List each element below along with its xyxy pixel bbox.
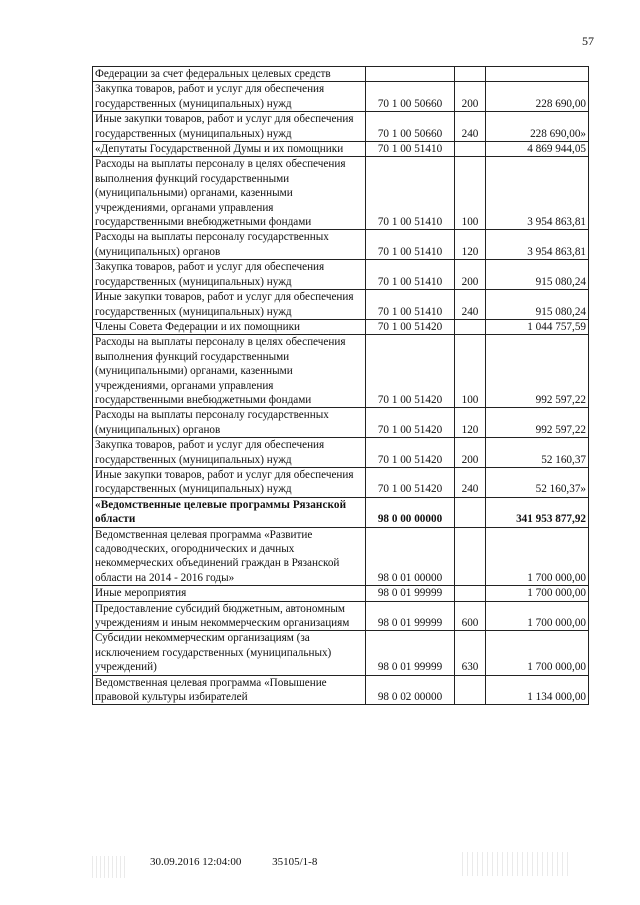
row-amount-cell: 52 160,37» — [486, 467, 589, 497]
row-amount-cell: 1 700 000,00 — [486, 631, 589, 675]
row-amount-cell: 1 700 000,00 — [486, 586, 589, 601]
row-vr-cell: 100 — [455, 157, 486, 230]
row-csr-cell: 70 1 00 51410 — [366, 290, 455, 320]
row-name-cell: Закупка товаров, работ и услуг для обеспечения государственных (муниципальных) нужд — [93, 260, 366, 290]
row-csr-cell: 70 1 00 50660 — [366, 112, 455, 142]
row-vr-cell: 200 — [455, 260, 486, 290]
row-vr-cell: 120 — [455, 408, 486, 438]
row-name-cell: Расходы на выплаты персоналу в целях обеспечения выполнения функций государственными (муниципальными) органами, казенными учреждениями, органами управления государственными внебюджетными фондами — [93, 335, 366, 408]
row-vr-cell: 240 — [455, 467, 486, 497]
page-number: 57 — [582, 34, 594, 48]
row-amount-cell: 52 160,37 — [486, 438, 589, 468]
row-name-cell: Иные закупки товаров, работ и услуг для обеспечения государственных (муниципальных) нужд — [93, 112, 366, 142]
row-csr-cell: 98 0 01 00000 — [366, 527, 455, 586]
row-name-cell: Члены Совета Федерации и их помощники — [93, 319, 366, 334]
row-csr-cell: 70 1 00 51420 — [366, 467, 455, 497]
row-csr-cell: 98 0 01 99999 — [366, 601, 455, 631]
row-amount-cell: 915 080,24 — [486, 290, 589, 320]
row-csr-cell: 70 1 00 51410 — [366, 157, 455, 230]
table-row — [93, 112, 589, 142]
row-vr-cell — [455, 142, 486, 157]
row-amount-cell: 992 597,22 — [486, 335, 589, 408]
row-vr-cell: 120 — [455, 230, 486, 260]
row-vr-cell: 200 — [455, 82, 486, 112]
row-amount-cell: 3 954 863,81 — [486, 230, 589, 260]
table-row — [93, 142, 589, 157]
row-name-cell: «Ведомственные целевые программы Рязанской области — [93, 497, 366, 527]
table-body — [93, 67, 589, 705]
footer-doc-id: 35105/1-8 — [272, 856, 318, 868]
row-vr-cell — [455, 319, 486, 334]
row-name-cell: Субсидии некоммерческим организациям (за исключением государственных (муниципальных) учреждений) — [93, 631, 366, 675]
table-row — [93, 497, 589, 527]
table-row — [93, 260, 589, 290]
row-csr-cell: 70 1 00 51420 — [366, 335, 455, 408]
table-row — [93, 675, 589, 705]
row-csr-cell: 70 1 00 51410 — [366, 260, 455, 290]
row-vr-cell — [455, 497, 486, 527]
row-name-cell: «Депутаты Государственной Думы и их помощники — [93, 142, 366, 157]
row-csr-cell — [366, 67, 455, 82]
table-row — [93, 631, 589, 675]
row-name-cell: Закупка товаров, работ и услуг для обеспечения государственных (муниципальных) нужд — [93, 438, 366, 468]
table-row — [93, 586, 589, 601]
table-row — [93, 467, 589, 497]
row-name-cell: Предоставление субсидий бюджетным, автономным учреждениям и иным некоммерческим организациям — [93, 601, 366, 631]
row-amount-cell: 915 080,24 — [486, 260, 589, 290]
row-vr-cell — [455, 527, 486, 586]
row-amount-cell: 4 869 944,05 — [486, 142, 589, 157]
row-vr-cell: 600 — [455, 601, 486, 631]
row-name-cell: Иные закупки товаров, работ и услуг для обеспечения государственных (муниципальных) нужд — [93, 467, 366, 497]
table-row — [93, 230, 589, 260]
budget-table — [92, 66, 589, 705]
table-row — [93, 601, 589, 631]
row-amount-cell: 1 700 000,00 — [486, 601, 589, 631]
row-name-cell: Федерации за счет федеральных целевых средств — [93, 67, 366, 82]
row-name-cell: Ведомственная целевая программа «Развитие садоводческих, огороднических и дачных некоммерческих объединений граждан в Рязанской области на 2014 - 2016 годы» — [93, 527, 366, 586]
row-name-cell: Расходы на выплаты персоналу государственных (муниципальных) органов — [93, 408, 366, 438]
row-amount-cell: 992 597,22 — [486, 408, 589, 438]
row-csr-cell: 98 0 01 99999 — [366, 631, 455, 675]
row-vr-cell — [455, 67, 486, 82]
row-name-cell: Закупка товаров, работ и услуг для обеспечения государственных (муниципальных) нужд — [93, 82, 366, 112]
row-amount-cell: 228 690,00» — [486, 112, 589, 142]
row-vr-cell: 240 — [455, 290, 486, 320]
row-csr-cell: 70 1 00 51420 — [366, 319, 455, 334]
row-amount-cell: 228 690,00 — [486, 82, 589, 112]
row-name-cell: Расходы на выплаты персоналу государственных (муниципальных) органов — [93, 230, 366, 260]
table-row — [93, 157, 589, 230]
scan-artifact — [462, 852, 572, 876]
table-row — [93, 438, 589, 468]
row-name-cell: Расходы на выплаты персоналу в целях обеспечения выполнения функций государственными (муниципальными) органами, казенными учреждениями, органами управления государственными внебюджетными фондами — [93, 157, 366, 230]
row-name-cell: Иные мероприятия — [93, 586, 366, 601]
table-row — [93, 319, 589, 334]
table-row — [93, 527, 589, 586]
row-amount-cell: 1 134 000,00 — [486, 675, 589, 705]
footer-datetime: 30.09.2016 12:04:00 — [150, 856, 242, 868]
row-amount-cell — [486, 67, 589, 82]
row-vr-cell — [455, 586, 486, 601]
row-csr-cell: 98 0 00 00000 — [366, 497, 455, 527]
table-row — [93, 335, 589, 408]
row-amount-cell: 1 700 000,00 — [486, 527, 589, 586]
row-name-cell: Иные закупки товаров, работ и услуг для обеспечения государственных (муниципальных) нужд — [93, 290, 366, 320]
row-vr-cell: 200 — [455, 438, 486, 468]
footer — [150, 856, 345, 868]
row-amount-cell: 3 954 863,81 — [486, 157, 589, 230]
row-csr-cell: 98 0 01 99999 — [366, 586, 455, 601]
row-csr-cell: 70 1 00 51420 — [366, 408, 455, 438]
row-vr-cell: 100 — [455, 335, 486, 408]
table-row — [93, 290, 589, 320]
table-row — [93, 408, 589, 438]
row-csr-cell: 70 1 00 51420 — [366, 438, 455, 468]
table-row — [93, 82, 589, 112]
row-csr-cell: 70 1 00 51410 — [366, 142, 455, 157]
table-row — [93, 67, 589, 82]
scan-artifact — [92, 856, 128, 878]
row-name-cell: Ведомственная целевая программа «Повышение правовой культуры избирателей — [93, 675, 366, 705]
row-vr-cell: 630 — [455, 631, 486, 675]
row-amount-cell: 341 953 877,92 — [486, 497, 589, 527]
row-vr-cell — [455, 675, 486, 705]
row-amount-cell: 1 044 757,59 — [486, 319, 589, 334]
row-csr-cell: 70 1 00 50660 — [366, 82, 455, 112]
row-vr-cell: 240 — [455, 112, 486, 142]
row-csr-cell: 70 1 00 51410 — [366, 230, 455, 260]
row-csr-cell: 98 0 02 00000 — [366, 675, 455, 705]
